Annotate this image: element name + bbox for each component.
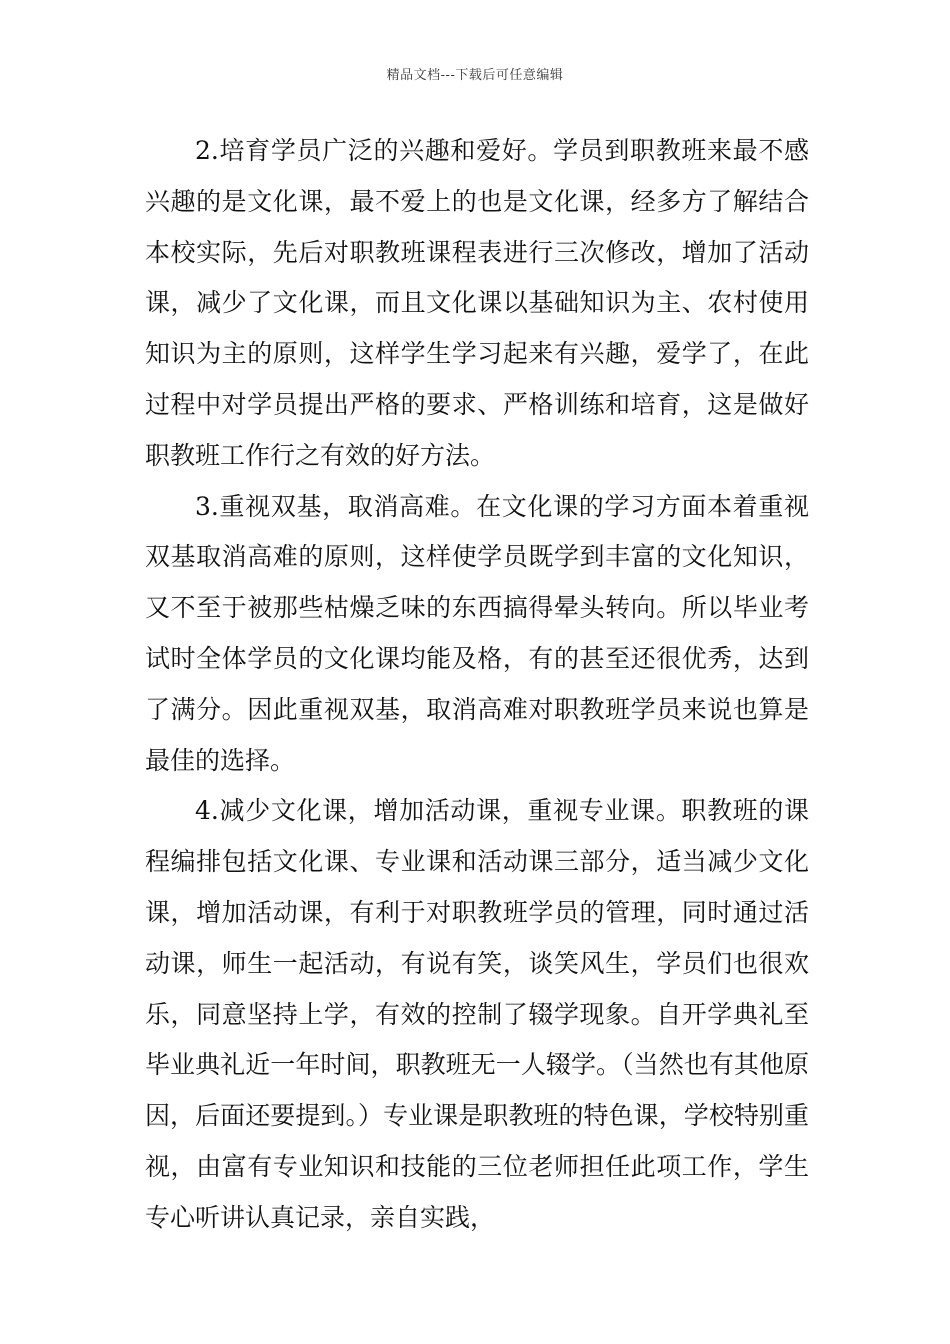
page-header: 精品文档---下载后可任意编辑 (386, 68, 564, 83)
paragraph-double-basics: 3.重视双基，取消高难。在文化课的学习方面本着重视双基取消高难的原则，这样使学员既学到丰富的文化知识，又不至于被那些枯燥乏味的东西搞得晕头转向。所以毕业考试时全体学员的文化课均能及格，有的甚至还很优秀，达到了满分。因此重视双基，取消高难对职教班学员来说也算是最佳的选择。 (145, 491, 809, 775)
paragraph-interest-cultivation: 2.培育学员广泛的兴趣和爱好。学员到职教班来最不感兴趣的是文化课，最不爱上的也是文化课，经多方了解结合本校实际，先后对职教班课程表进行三次修改，增加了活动课，减少了文化课，而且文化课以基础知识为主、农村使用知识为主的原则，这样学生学习起来有兴趣，爱学了，在此过程中对学员提出严格的要求、严格训练和培育，这是做好职教班工作行之有效的好方法。 (145, 136, 809, 470)
paragraph-course-arrangement: 4.减少文化课，增加活动课，重视专业课。职教班的课程编排包括文化课、专业课和活动课三部分，适当减少文化课，增加活动课，有利于对职教班学员的管理，同时通过活动课，师生一起活动，有说有笑，谈笑风生，学员们也很欢乐，同意坚持上学，有效的控制了辍学现象。自开学典礼至毕业典礼近一年时间，职教班无一人辍学。（当然也有其他原因，后面还要提到。）专业课是职教班的特色课，学校特别重视，由富有专业知识和技能的三位老师担任此项工作，学生专心听讲认真记录，亲自实践， (145, 796, 809, 1232)
document-body (145, 126, 809, 1244)
